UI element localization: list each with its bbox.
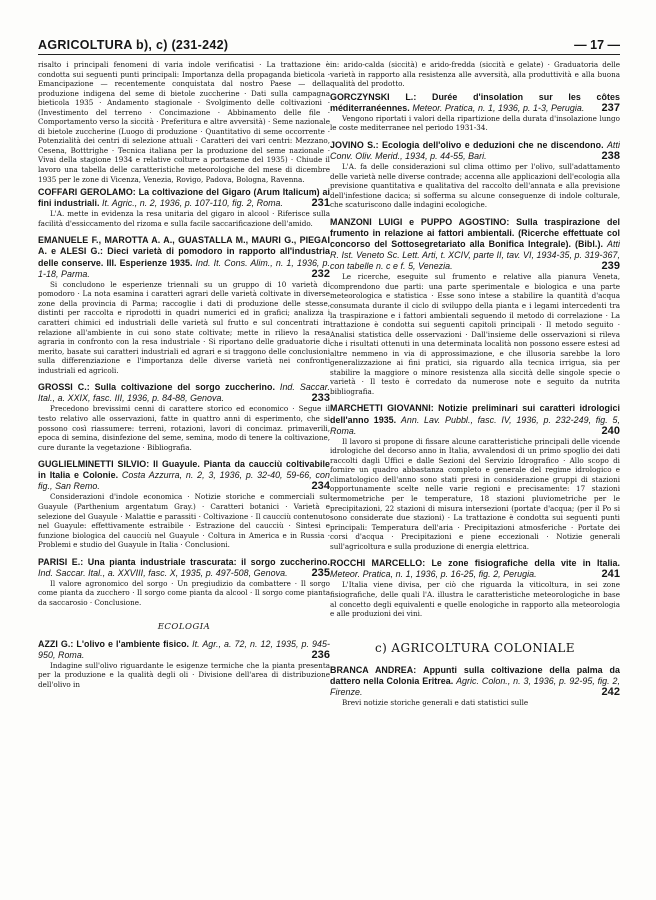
entry-abstract: Il valore agronomico del sorgo · Un pregiudizio da combattere · Il sorgo come pianta da zucchero · Il sorgo come pianta da alcool · Il sorgo come pianta da saccarosio · Conclusione. <box>38 578 330 607</box>
bibliography-entry <box>330 665 620 708</box>
bibliography-entry <box>38 459 330 550</box>
entry-source: Atti R. Ist. Veneto Sc. Lett. Arti, t. XCIV, parte II, tav. VI, 1934-35, p. 319-367, con tabelle n. c e f. 5, Venezia. <box>330 239 620 272</box>
entry-source: Atti Conv. Oliv. Merid., 1934, p. 44-55, Bari. <box>330 139 620 162</box>
bibliography-entry <box>330 558 620 618</box>
entry-author: PARISI E.: <box>38 556 84 567</box>
entry-abstract: Brevi notizie storiche generali e dati statistici sulle <box>342 697 529 707</box>
entry-heading <box>38 382 330 404</box>
bibliography-entry <box>330 403 620 551</box>
entry-source: It. Agric., n. 2, 1936, p. 107-110, fig. 2, Roma. <box>102 198 284 209</box>
bibliography-entry <box>330 140 620 210</box>
entry-heading <box>38 639 330 661</box>
bibliography-entry <box>38 382 330 452</box>
entry-title: Il Guayule. Pianta da caucciù coltivabile in Italia e Colonie. <box>38 459 330 481</box>
entry-number: 231 <box>311 197 330 210</box>
entry-number: 232 <box>311 267 330 280</box>
entry-title: Durée d'insolation sur les côtes méditerranéennes. <box>330 91 620 113</box>
entry-title: Notizie preliminari sui caratteri idrologici dell'anno 1935. <box>330 403 620 425</box>
entry-title: Ecologia dell'olivo e deduzioni che ne discendono. <box>382 139 604 150</box>
entry-title: Dieci varietà di pomodoro in rapporto all'industria delle conserve. III. Esperienze 1935. <box>38 246 330 268</box>
entry-author: MANZONI LUIGI e PUPPO AGOSTINO: <box>330 216 510 227</box>
entry-abstract: L'A. mette in evidenza la resa unitaria del gigaro in alcool · Riferisce sulla facilità d'essiccamento del rizoma e sulla facile saccarificazione dell'amido. <box>38 209 330 228</box>
entry-heading <box>330 665 620 698</box>
bibliography-entry <box>330 92 620 133</box>
entry-number: 234 <box>311 480 330 493</box>
entry-title: Le zone fisiografiche della vite in Italia. <box>431 558 620 569</box>
entry-abstract: Indagine sull'olivo riguardante le esigenze termiche che la pianta presenta per la produzione e la qualità degli oli · Divisione dell'area di distribuzione dell'olivo in <box>38 660 330 689</box>
bibliography-entry <box>38 639 330 690</box>
entry-source: Ann. Lav. Pubbl., fasc. IV, 1936, p. 232-249, fig. 5, Roma. <box>330 414 620 436</box>
entry-number: 237 <box>601 101 620 114</box>
entry-source: Meteor. Pratica, n. 1, 1936, p. 1-3, Perugia. <box>412 102 585 113</box>
entry-author: BRANCA ANDREA: <box>330 664 417 675</box>
entry-source: Agric. Colon., n. 3, 1936, p. 92-95, fig. 2, Firenze. <box>330 675 620 697</box>
entry-source: Ind. Saccar. Ital., a. XXIX, fasc. III, 1936, p. 84-88, Genova. <box>38 382 330 404</box>
entry-source: Costa Azzurra, n. 2, 3, 1936, p. 32-40, 59-66, con fig., San Remo. <box>38 470 330 492</box>
entry-heading <box>330 92 620 114</box>
continued-abstract: risalto i principali fenomeni di varia indole verificatisi · La trattazione è condotta sui seguenti punti principali: Importanza della propaganda bieticola · Emancipazione — recentemente conquistata dal nostro Paese — della produzione indigena del seme di bietole zuccherine · Dati sulla campagna bieticola 1935 · Andamento stagionale · Svolgimento delle coltivazioni · (Investimento del terreno · Concimazione · Abbinamento delle file · Comportamento verso la siccità · Preferitura e altre avversità) · Seme nazionale di bietole zuccherine (Luogo di produzione · Quantitativo di seme occorrente · Potenzialità dei centri di selezione attuali · Caratteri dei vari centri: Mezzano, Cesena, Botttrighe · Tecnica italiana per la produzione del seme nazionale · Vivai della stagione 1934 e relative colture a portaseme del 1935) · Chiude il lavoro una tabella delle caratteristiche meteorologiche del mese di dicembre 1935 per le zone di Vicenza, Venezia, Rovigo, Padova, Bologna, Ravenna. <box>38 60 330 184</box>
entry-author: COFFARI GEROLAMO: <box>38 187 136 198</box>
entry-author: ROCCHI MARCELLO: <box>330 558 426 569</box>
entry-heading <box>38 187 330 209</box>
left-column <box>38 60 330 890</box>
running-title: AGRICOLTURA b), c) (231-242) <box>38 38 229 52</box>
entry-number: 236 <box>311 648 330 661</box>
entry-heading <box>38 459 330 492</box>
entry-source: Meteor. Pratica, n. 1, 1936, p. 16-25, fig. 2, Perugia. <box>330 569 537 580</box>
right-entries-2 <box>330 665 620 708</box>
entry-title: L'olivo e l'ambiente fisico. <box>76 638 190 649</box>
bibliography-entry <box>38 187 330 228</box>
entry-title: Appunti sulla coltivazione della palma da dattero nella Colonia Eritrea. <box>330 664 620 686</box>
left-entries-2 <box>38 639 330 690</box>
entry-abstract: Il lavoro si propone di fissare alcune caratteristiche principali delle vicende idrologiche del decorso anno in Italia, avvalendosi di un primo spoglio dei dati raccolti dagli Uffici e dalle Sezioni del Servizio Idrografico · Allo scopo di fornire un quadro abbastanza completo e generale del regime idrologico e climatologico dell'anno sono stati presi in considerazione gruppi di stazioni opportunamente scelte nelle varie regioni e precisamente: 17 stazioni termometriche per le temperature, 18 stazioni pluviometriche per le precipitazioni, 22 stazioni di misura intersezioni (portate d'acqua; (per il Po si sono considerate due stazioni) · La trattazione è condotta sui seguenti punti principali: Temperatura dell'aria · Precipitazioni atmosferiche · Portate dei corsi d'acqua · Precipitazioni e piene eccezionali · Notizie generali sull'agricoltura e sulla produzione di energia elettrica. <box>330 436 620 551</box>
entry-title: La coltivazione del Gigaro (Arum Italicum) ai fini industriali. <box>38 187 330 209</box>
entry-heading <box>330 217 620 272</box>
entry-number: 233 <box>311 392 330 405</box>
entry-author: GROSSI C.: <box>38 382 90 393</box>
entry-title: Sulla coltivazione del sorgo zuccherino. <box>94 382 275 393</box>
left-entries <box>38 187 330 607</box>
entry-number: 235 <box>311 566 330 579</box>
entry-number: 240 <box>601 424 620 437</box>
right-column <box>330 60 620 890</box>
entry-source: Ind. It. Cons. Alim., n. 1, 1936, p. 1-18, Parma. <box>38 257 330 279</box>
continued-abstract: in: arido-calda (siccità) e arido-fredda (siccità e gelate) · Graduatoria delle varietà in rapporto alla resistenza alle avversità, alla produttività e alla buona qualità del prodotto. <box>330 60 620 89</box>
right-entries <box>330 92 620 619</box>
entry-abstract: Considerazioni d'indole economica · Notizie storiche e commerciali sul Guayule (Parthenium argentatum Gray.) · Caratteri botanici · Varietà e selezione del Guayule · Malattie e parassiti · Coltivazione · Il caucciù contenuto nel Guayule: effettivamente estraibile · Estrazione del caucciù · Sintesi e funzione biologica del caucciù nel Guayule · Coltura in America e in Russia · Problemi e studio del Guayule in Italia · Conclusioni. <box>38 492 330 550</box>
entry-author: MARCHETTI GIOVANNI: <box>330 403 434 414</box>
entry-author: AZZI G.: <box>38 638 74 649</box>
section-heading-ecologia: ECOLOGIA <box>157 621 211 632</box>
entry-abstract: Precedono brevissimi cenni di carattere storico ed economico · Segue il testo relativo alle osservazioni, fatte in quattro anni di esperimento, che si possono così riassumere: terreni, rotazioni, lavori di concimaz. primaverili, epoca di semina, disinfezione del seme, semina, modo di tenere la coltivazione, cure durante la vegetazione · Bibliografia. <box>38 404 330 452</box>
entry-title: Una pianta industriale trascurata: il sorgo zuccherino. <box>87 556 330 567</box>
entry-number: 241 <box>601 568 620 581</box>
entry-number: 239 <box>601 260 620 273</box>
entry-number: 242 <box>601 685 620 698</box>
page-header <box>38 33 620 55</box>
entry-author: EMANUELE F., MAROTTA A. A., GUASTALLA M., MAURI G., PIEGAI A. e ALESI G.: <box>38 235 330 257</box>
entry-source: Ind. Saccar. Ital., a. XXVIII, fasc. X, 1935, p. 497-508, Genova. <box>38 567 288 578</box>
bibliography-entry <box>330 217 620 397</box>
section-heading-coloniale: c) AGRICOLTURA COLONIALE <box>375 640 575 655</box>
entry-heading <box>330 140 620 162</box>
entry-abstract: Si concludono le esperienze triennali su un gruppo di 10 varietà di pomodoro · La nota esamina i caratteri agrari delle varietà coltivate in diverse zone della provincia di Parma; raccoglie i dati di produzione delle stesse, distinti per raccolta e riprodotti in quadri numerici ed in grafici; analizza i caratteri chimici ed industriali delle varietà sul frutto e sul concentrati in relazione all'ambiente in cui sono state coltivate; mette in rilievo la resa agraria in confronto con la resa industriale · Si riportano delle graduatorie di merito, basate sui caratteri industriali ed agrari e si traggono delle conclusioni sulla differenziazione e l'importanza delle diverse varietà nei confronti industriali ed agricoli. <box>38 279 330 375</box>
entry-source: It. Agr., a. 72, n. 12, 1935, p. 945-950, Roma. <box>38 638 330 660</box>
entry-author: JOVINO S.: <box>330 139 379 150</box>
entry-abstract: Vengono riportati i valori della ripartizione della durata d'insolazione lungo le coste mediterranee nel periodo 1931-34. <box>330 113 620 133</box>
entry-heading <box>38 235 330 279</box>
entry-abstract: L'A. fa delle considerazioni sul clima ottimo per l'olivo, sull'adattamento delle varietà nelle diverse contrade; accenna alle applicazioni dell'ecologia alla previsione quantitativa e qualitativa del raccolto dell'annata e alla previsione dell'infestione dacica; si sofferma su alcune conseguenze di indole colturale, che scaturiscono dalle indagini ecologiche. <box>330 162 620 210</box>
entry-heading <box>330 403 620 436</box>
bibliography-entry <box>38 557 330 608</box>
entry-abstract: Le ricerche, eseguite sul frumento e relative alla pianura Veneta, comprendono due parti: una parte sperimentale e biologica e una parte meteorologica e statistica · Esse sono intese a stabilire la quantità d'acqua consumata durante il ciclo di sviluppo della pianta e i legami intercedenti tra la traspirazione e i fattori ambientali seguendo il metodo di correlazione · La trattazione è condotta sui seguenti capitoli principali · Il metodo seguito · Analisi statistica delle osservazioni · Dall'insieme delle osservazioni si rileva che i risultati ottenuti in una determinata località non possono essere estesi ad altre nemmeno in via di approssimazione, e che illusoria sarebbe la loro generalizzazione ai fini pratici, sia riguardo alla tecnica irrigua, sia per stabilire la maggiore o minore resistenza alla siccità delle singole specie o varietà · Il testo è corredato da numerose note e seguito da nutrita bibliografia. <box>330 272 620 396</box>
entry-abstract: L'Italia viene divisa, per ciò che riguarda la viticoltura, in sei zone fisiografiche, delle quali l'A. illustra le caratteristiche meteorologiche in base al concetto degli equivalenti e quelle enologiche in rapporto alla meteorologia e alle produzioni dei vini. <box>330 580 620 619</box>
entry-heading <box>38 557 330 579</box>
entry-author: GUGLIELMINETTI SILVIO: <box>38 459 150 470</box>
bibliography-entry <box>38 235 330 375</box>
page-number: — 17 — <box>574 38 620 52</box>
entry-heading <box>330 558 620 580</box>
entry-author: GORCZYNSKI L.: <box>330 91 417 102</box>
entry-title: Sulla traspirazione del frumento in relazione ai fattori ambientali. (Ricerche effettuate col concorso del Sottosegretariato alla Bonifica Integrale). (Bibl.). <box>330 216 620 250</box>
entry-number: 238 <box>601 150 620 163</box>
